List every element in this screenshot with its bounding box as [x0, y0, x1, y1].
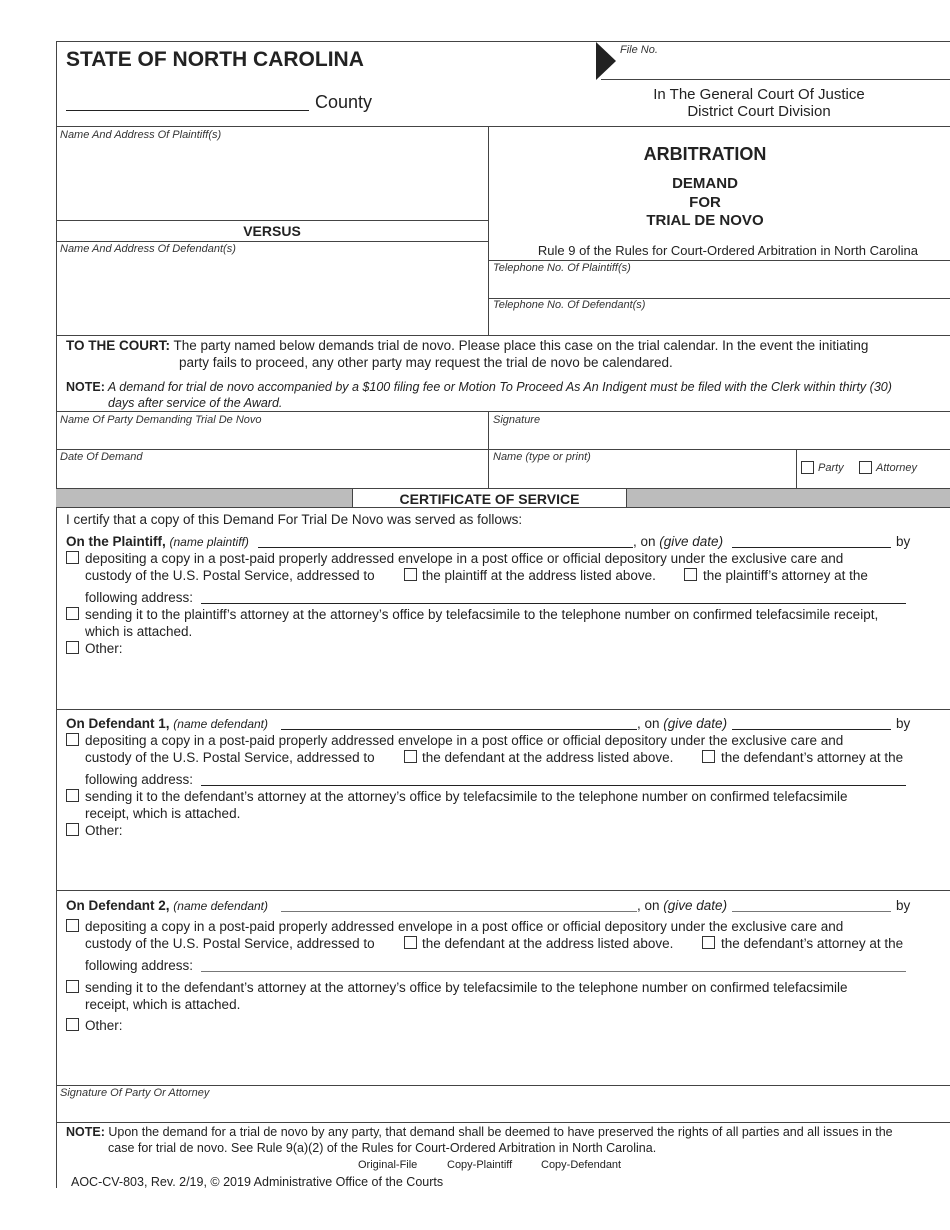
form-title: ARBITRATION — [643, 144, 767, 164]
plaintiff-mail-line2: custody of the U.S. Postal Service, addressed to — [85, 568, 375, 583]
party-checkbox[interactable] — [801, 461, 814, 474]
defendant2-date-input[interactable] — [732, 911, 891, 912]
defendant2-other-label: Other: — [85, 1018, 123, 1033]
name-print-label: Name (type or print) — [493, 451, 591, 463]
state-title: STATE OF NORTH CAROLINA — [66, 48, 364, 71]
defendant1-on-date: , on (give date) — [637, 716, 728, 731]
plaintiff-on-date: , on (give date) — [633, 534, 724, 549]
plaintiff-service-lead: On the Plaintiff, (name plaintiff) — [66, 534, 249, 549]
arrow-marker-icon — [596, 42, 618, 80]
defendant2-mail-checkbox[interactable] — [66, 919, 79, 932]
defendant2-following-label: following address: — [85, 958, 194, 973]
court-line1: In The General Court Of Justice — [653, 86, 865, 103]
plaintiff-mail-checkbox[interactable] — [66, 551, 79, 564]
plaintiff-fax-line1: sending it to the plaintiff’s attorney at the attorney’s office by telefacsimile to the telephone number on confirmed telefacsimile receipt, — [85, 607, 879, 622]
plaintiff-name-label: Name And Address Of Plaintiff(s) — [60, 129, 222, 141]
defendant1-following-label: following address: — [85, 772, 194, 787]
defendant1-fax-line1: sending it to the defendant’s attorney at the attorney’s office by telefacsimile to the telephone number on confirmed telefacsimile — [85, 789, 848, 804]
note2-line1: NOTE: Upon the demand for a trial de novo by any party, that demand shall be deemed to have preserved the rights of all parties and all issues in the — [66, 1125, 893, 1139]
defendant2-following-input[interactable] — [201, 971, 906, 972]
county-label: County — [315, 92, 373, 112]
defendant2-name-input[interactable] — [281, 911, 637, 912]
note1-line2: days after service of the Award. — [108, 396, 283, 410]
file-no-input[interactable] — [601, 79, 950, 80]
defendant2-address-option: the defendant at the address listed above. — [422, 936, 674, 951]
plaintiff-attorney-checkbox[interactable] — [684, 568, 697, 581]
defendant-name-label: Name And Address Of Defendant(s) — [60, 243, 236, 255]
certificate-intro: I certify that a copy of this Demand For Trial De Novo was served as follows: — [66, 512, 523, 527]
form-footer: AOC-CV-803, Rev. 2/19, © 2019 Administrative Office of the Courts — [71, 1175, 444, 1189]
note1-line1: NOTE: A demand for trial de novo accompanied by a $100 filing fee or Motion To Proceed As An Indigent must be filed with the Clerk within thirty (30) — [66, 380, 892, 394]
defendant1-name-input[interactable] — [281, 729, 637, 730]
defendant1-address-option: the defendant at the address listed above. — [422, 750, 674, 765]
plaintiff-name-input[interactable] — [258, 547, 633, 548]
tel-defendant-label: Telephone No. Of Defendant(s) — [493, 299, 646, 311]
court-line2: District Court Division — [687, 103, 831, 120]
signature-label: Signature — [493, 414, 541, 426]
defendant2-mail-line2: custody of the U.S. Postal Service, addressed to — [85, 936, 375, 951]
defendant2-by: by — [896, 898, 911, 913]
plaintiff-other-label: Other: — [85, 641, 123, 656]
plaintiff-address-checkbox[interactable] — [404, 568, 417, 581]
to-court-line2: party fails to proceed, any other party may request the trial de novo be calendared. — [179, 355, 673, 370]
signature-party-input[interactable] — [56, 1122, 950, 1123]
defendant2-attorney-checkbox[interactable] — [702, 936, 715, 949]
date-of-demand-label: Date Of Demand — [60, 451, 143, 463]
form-subtitle-2: FOR — [689, 194, 721, 211]
defendant1-service-lead: On Defendant 1, (name defendant) — [66, 716, 269, 731]
defendant2-on-date: , on (give date) — [637, 898, 728, 913]
defendant2-fax-checkbox[interactable] — [66, 980, 79, 993]
copy-plaintiff: Copy-Plaintiff — [447, 1159, 513, 1171]
attorney-checkbox[interactable] — [859, 461, 872, 474]
defendant1-fax-line2: receipt, which is attached. — [85, 806, 241, 821]
tel-plaintiff-label: Telephone No. Of Plaintiff(s) — [493, 262, 631, 274]
defendant1-mail-checkbox[interactable] — [66, 733, 79, 746]
form-subtitle-3: TRIAL DE NOVO — [646, 212, 764, 229]
defendant1-date-input[interactable] — [732, 729, 891, 730]
plaintiff-date-input[interactable] — [732, 547, 891, 548]
defendant1-other-label: Other: — [85, 823, 123, 838]
copy-defendant: Copy-Defendant — [541, 1159, 622, 1171]
signature-party-label: Signature Of Party Or Attorney — [60, 1087, 210, 1099]
plaintiff-following-label: following address: — [85, 590, 194, 605]
plaintiff-by: by — [896, 534, 911, 549]
defendant2-fax-line1: sending it to the defendant’s attorney at the attorney’s office by telefacsimile to the telephone number on confirmed telefacsimile — [85, 980, 848, 995]
defendant1-fax-checkbox[interactable] — [66, 789, 79, 802]
plaintiff-fax-checkbox[interactable] — [66, 607, 79, 620]
defendant1-following-input[interactable] — [201, 785, 906, 786]
plaintiff-fax-line2: which is attached. — [85, 624, 193, 639]
party-check-label: Party — [818, 462, 844, 474]
demanding-party-label: Name Of Party Demanding Trial De Novo — [60, 414, 262, 426]
defendant2-other-checkbox[interactable] — [66, 1018, 79, 1031]
plaintiff-following-input[interactable] — [201, 603, 906, 604]
defendant1-address-checkbox[interactable] — [404, 750, 417, 763]
rule-reference: Rule 9 of the Rules for Court-Ordered Arbitration in North Carolina — [537, 243, 918, 258]
defendant1-by: by — [896, 716, 911, 731]
defendant2-mail-line1: depositing a copy in a post-paid properly addressed envelope in a post office or official depository under the exclusive care and — [85, 919, 844, 934]
defendant1-mail-line1: depositing a copy in a post-paid properly addressed envelope in a post office or official depository under the exclusive care and — [85, 733, 844, 748]
copy-original: Original-File — [358, 1159, 418, 1171]
file-no-label: File No. — [620, 44, 658, 56]
plaintiff-other-checkbox[interactable] — [66, 641, 79, 654]
defendant1-attorney-checkbox[interactable] — [702, 750, 715, 763]
certificate-title: CERTIFICATE OF SERVICE — [352, 488, 627, 508]
to-court-line1: TO THE COURT: The party named below demands trial de novo. Please place this case on the trial calendar. In the event the initiating — [66, 338, 869, 353]
defendant1-mail-line2: custody of the U.S. Postal Service, addressed to — [85, 750, 375, 765]
defendant1-attorney-option: the defendant’s attorney at the — [721, 750, 904, 765]
defendant2-fax-line2: receipt, which is attached. — [85, 997, 241, 1012]
defendant2-service-lead: On Defendant 2, (name defendant) — [66, 898, 269, 913]
attorney-check-label: Attorney — [876, 462, 917, 474]
defendant2-attorney-option: the defendant’s attorney at the — [721, 936, 904, 951]
defendant1-other-checkbox[interactable] — [66, 823, 79, 836]
form-subtitle-1: DEMAND — [672, 175, 738, 192]
plaintiff-attorney-option: the plaintiff’s attorney at the — [703, 568, 868, 583]
plaintiff-address-option: the plaintiff at the address listed above. — [422, 568, 656, 583]
versus-label: VERSUS — [243, 223, 301, 239]
county-input[interactable] — [66, 110, 309, 111]
note2-line2: case for trial de novo. See Rule 9(a)(2) of the Rules for Court-Ordered Arbitration in North Carolina. — [108, 1141, 657, 1155]
defendant2-address-checkbox[interactable] — [404, 936, 417, 949]
plaintiff-mail-line1: depositing a copy in a post-paid properly addressed envelope in a post office or official depository under the exclusive care and — [85, 551, 844, 566]
